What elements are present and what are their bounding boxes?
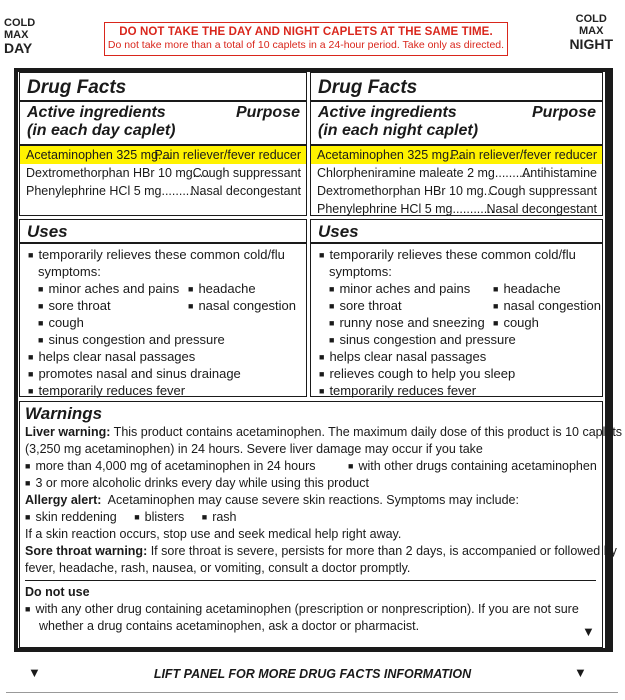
ingredient-name: Acetaminophen 325 mg.... — [26, 148, 172, 162]
uses-intro-cont: symptoms: — [38, 263, 101, 279]
list-item — [319, 314, 602, 331]
allergy-alert-line — [25, 492, 596, 509]
liver-warning-label: Liver warning: — [25, 425, 111, 439]
list-item — [319, 331, 602, 348]
list-item — [319, 263, 602, 280]
day-ingredient-row — [20, 182, 306, 200]
allergy-after-text: If a skin reaction occurs, stop use and seek medical help right away. — [25, 527, 402, 541]
night-ingredient-row — [311, 182, 602, 200]
allergy-bullet: ■ blisters — [134, 510, 184, 524]
cold-max-night-label — [569, 14, 613, 52]
ingredient-name: Phenylephrine HCl 5 mg............ — [26, 184, 204, 198]
liver-bullet: ■ with other drugs containing acetaminophen — [348, 458, 597, 476]
list-item — [25, 458, 596, 475]
warnings-title: Warnings — [25, 404, 103, 423]
allergy-alert-text: Acetaminophen may cause severe skin reactions. Symptoms may include: — [101, 493, 519, 507]
divider — [311, 242, 602, 244]
sore-throat-label: Sore throat warning: — [25, 544, 148, 558]
allergy-bullet: ■ skin reddening — [25, 510, 117, 524]
sore-throat-text: fever, headache, rash, nausea, or vomiting, consult a doctor promptly. — [25, 561, 411, 575]
liver-bullet: ■ more than 4,000 mg of acetaminophen in 24 hours — [25, 459, 315, 473]
list-item — [25, 618, 596, 635]
ingredient-name: Phenylephrine HCl 5 mg............ — [317, 202, 495, 216]
liver-warning-text: (3,250 mg acetaminophen) in 24 hours. Severe liver damage may occur if you take — [25, 442, 483, 456]
symptom: ■ nasal congestion — [188, 297, 296, 316]
night-heading-line1: Active ingredients — [318, 104, 457, 121]
allergy-followup — [25, 526, 596, 543]
cold-max-day-label — [4, 18, 35, 56]
day-ingredients-heading — [20, 102, 306, 144]
sore-throat-text: If sore throat is severe, persists for more than 2 days, is accompanied or followed by — [147, 544, 617, 558]
use-text: helps clear nasal passages — [38, 348, 196, 364]
top-warning-line2: Do not take more than a total of 10 caplets in a 24-hour period. Take only as directed. — [107, 39, 505, 51]
symptom: ■ headache — [493, 280, 561, 299]
night-ingredient-row — [311, 200, 602, 218]
night-purpose-label: Purpose — [531, 104, 596, 121]
list-item — [319, 348, 602, 365]
night-ingredients-panel — [310, 72, 603, 216]
top-warning-box — [104, 22, 508, 56]
day-ingredient-row — [20, 164, 306, 182]
do-not-use-text: whether a drug contains acetaminophen, ask a doctor or pharmacist. — [39, 619, 420, 633]
symptom: ■ cough — [38, 315, 84, 330]
warnings-panel — [19, 401, 623, 648]
top-warning-line1: DO NOT TAKE THE DAY AND NIGHT CAPLETS AT THE SAME TIME. — [119, 26, 493, 38]
liver-warning-line — [25, 441, 596, 458]
do-not-use-label: Do not use — [25, 585, 90, 599]
list-item — [28, 365, 306, 382]
liver-warning-line — [25, 424, 623, 441]
use-text: relieves cough to help you sleep — [329, 365, 516, 381]
night-ingredient-row — [311, 146, 602, 164]
list-item — [25, 601, 596, 618]
ingredient-name: Dextromethorphan HBr 10 mg..... — [26, 166, 211, 180]
allergy-alert-label: Allergy alert: — [25, 493, 102, 507]
day-heading-line2: (in each day caplet) — [27, 122, 176, 139]
down-arrow-icon: ▼ — [28, 665, 41, 680]
list-item — [28, 280, 306, 297]
day-purpose-label: Purpose — [235, 104, 300, 121]
corner-left-line1: COLD — [4, 17, 36, 29]
liver-warning-text: This product contains acetaminophen. The maximum daily dose of this product is 10 caplets — [110, 425, 623, 439]
night-uses-title: Uses — [318, 222, 359, 241]
use-text: temporarily reduces fever — [38, 382, 186, 398]
ingredient-purpose: Nasal decongestant — [190, 184, 301, 198]
list-item — [28, 331, 306, 348]
ingredient-name: Dextromethorphan HBr 10 mg..... — [317, 184, 502, 198]
day-drug-facts-title: Drug Facts — [27, 77, 127, 98]
do-not-use-heading — [25, 584, 596, 601]
divider — [25, 580, 596, 581]
list-item — [28, 382, 306, 399]
list-item — [319, 297, 602, 314]
symptom: ■ runny nose and sneezing — [329, 315, 485, 330]
symptom: ■ sinus congestion and pressure — [329, 332, 516, 347]
list-item — [28, 297, 306, 314]
symptom: ■ minor aches and pains — [38, 281, 179, 296]
corner-right-line3: NIGHT — [569, 36, 613, 53]
list-item — [25, 475, 596, 492]
night-uses-panel — [310, 219, 603, 397]
day-uses-title: Uses — [27, 222, 68, 241]
uses-intro-cont: symptoms: — [329, 263, 392, 279]
lift-panel-note: LIFT PANEL FOR MORE DRUG FACTS INFORMATION — [153, 667, 472, 681]
use-text: helps clear nasal passages — [329, 348, 487, 364]
divider — [20, 242, 306, 244]
symptom: ■ nasal congestion — [493, 297, 601, 316]
ingredient-purpose: Pain reliever/fever reducer — [154, 148, 301, 162]
ingredient-purpose: Cough suppressant — [488, 184, 597, 198]
corner-left-line3: DAY — [4, 40, 33, 57]
corner-left-line2: MAX — [4, 28, 29, 41]
symptom: ■ sore throat — [329, 298, 402, 313]
night-heading-line2: (in each night caplet) — [318, 122, 479, 139]
use-text: temporarily reduces fever — [329, 382, 477, 398]
ingredient-name: Acetaminophen 325 mg.... — [317, 148, 463, 162]
night-uses-list — [311, 246, 602, 399]
list-item — [28, 246, 306, 263]
sore-throat-line — [25, 560, 596, 577]
list-item — [319, 280, 602, 297]
corner-right-line2: MAX — [578, 24, 604, 37]
ingredient-purpose: Pain reliever/fever reducer — [450, 148, 597, 162]
symptom: ■ cough — [493, 314, 539, 333]
day-heading-line1: Active ingredients — [27, 104, 166, 121]
down-arrow-icon: ▼ — [574, 665, 587, 680]
list-item — [25, 509, 596, 526]
uses-intro: temporarily relieves these common cold/flu — [329, 246, 576, 262]
divider — [6, 692, 618, 693]
sore-throat-line — [25, 543, 617, 560]
list-item — [319, 382, 602, 399]
day-uses-panel — [19, 219, 307, 397]
ingredient-purpose: Antihistamine — [521, 166, 597, 180]
down-arrow-icon: ▼ — [582, 624, 595, 639]
list-item — [28, 263, 306, 280]
ingredient-purpose: Cough suppressant — [192, 166, 301, 180]
symptom: ■ sinus congestion and pressure — [38, 332, 225, 347]
list-item — [28, 314, 306, 331]
corner-right-line1: COLD — [575, 13, 607, 25]
use-text: promotes nasal and sinus drainage — [38, 365, 241, 381]
night-drug-facts-title: Drug Facts — [318, 77, 418, 98]
night-ingredients-heading — [311, 102, 602, 144]
liver-bullet: ■ 3 or more alcoholic drinks every day while using this product — [25, 476, 369, 490]
warnings-body — [20, 424, 623, 635]
day-uses-list — [20, 246, 306, 399]
day-ingredient-row — [20, 146, 306, 164]
ingredient-purpose: Nasal decongestant — [486, 202, 597, 216]
list-item — [319, 246, 602, 263]
uses-intro: temporarily relieves these common cold/flu — [38, 246, 285, 262]
day-ingredients-panel — [19, 72, 307, 216]
list-item — [28, 348, 306, 365]
allergy-bullet: ■ rash — [202, 510, 237, 524]
symptom: ■ sore throat — [38, 298, 111, 313]
symptom: ■ minor aches and pains — [329, 281, 470, 296]
night-ingredient-row — [311, 164, 602, 182]
ingredient-name: Chlorpheniramine maleate 2 mg........... — [317, 166, 534, 180]
do-not-use-text: ■ with any other drug containing acetaminophen (prescription or nonprescription). If you are not sure — [25, 602, 579, 616]
list-item — [319, 365, 602, 382]
symptom: ■ headache — [188, 280, 256, 299]
